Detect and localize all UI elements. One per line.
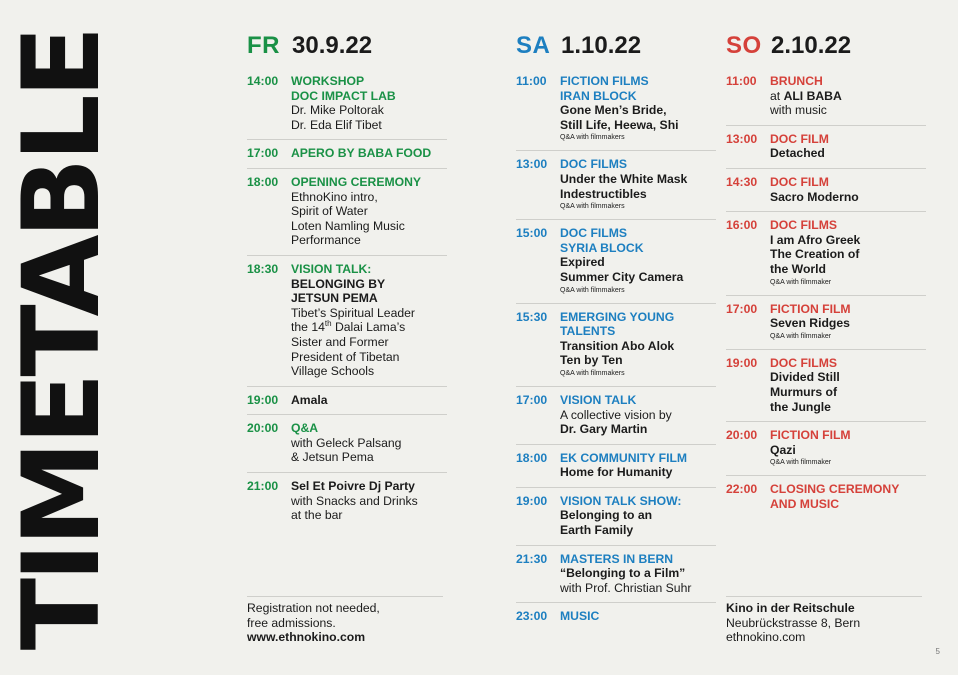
event-list <box>726 72 926 518</box>
event-highlight: Sel Et Poivre Dj Party <box>291 479 415 494</box>
event-description: Dr. Mike Poltorak <box>291 103 384 118</box>
event-details <box>291 74 447 132</box>
event-item <box>516 602 716 631</box>
event-highlight: Murmurs of <box>770 384 838 399</box>
event-description: the 14th Dalai Lama’s <box>291 319 406 335</box>
event-item <box>726 211 926 294</box>
event-item <box>516 545 716 603</box>
event-title: WORKSHOP <box>291 74 365 88</box>
event-time: 18:30 <box>247 261 279 276</box>
event-details <box>770 132 926 161</box>
event-note: Q&A with filmmakers <box>560 286 625 294</box>
event-description: with music <box>770 103 827 118</box>
event-highlight: Home for Humanity <box>560 465 673 480</box>
event-item <box>247 139 447 168</box>
event-description: Dr. Eda Elif Tibet <box>291 117 382 132</box>
day-date: 1.10.22 <box>561 32 642 59</box>
event-details <box>560 74 716 143</box>
event-time: 13:00 <box>516 157 548 172</box>
event-description: with Prof. Christian Suhr <box>560 580 692 595</box>
event-time: 15:00 <box>516 226 548 241</box>
day-date: 30.9.22 <box>292 32 373 59</box>
event-details <box>560 157 716 212</box>
event-highlight: The Creation of <box>770 247 860 262</box>
event-time: 18:00 <box>516 450 548 465</box>
event-title: TALENTS <box>560 324 616 339</box>
event-title: EMERGING YOUNG <box>560 309 675 324</box>
event-details <box>770 74 926 118</box>
event-description: with Snacks and Drinks <box>291 493 418 508</box>
event-highlight: Indestructibles <box>560 186 647 201</box>
event-title: Q&A <box>291 421 319 436</box>
day-column-sunday <box>726 32 926 518</box>
event-title: IRAN BLOCK <box>560 88 637 103</box>
event-note: Q&A with filmmaker <box>770 332 832 340</box>
event-details <box>560 226 716 295</box>
day-date: 2.10.22 <box>771 32 852 59</box>
event-highlight: Amala <box>291 392 328 407</box>
event-speaker: Dr. Gary Martin <box>560 422 648 437</box>
event-description: Performance <box>291 233 361 248</box>
event-time: 15:30 <box>516 309 548 324</box>
event-title: SYRIA BLOCK <box>560 240 644 255</box>
event-item <box>516 72 716 150</box>
event-item <box>247 414 447 472</box>
event-details <box>560 609 716 624</box>
event-title: MASTERS IN BERN <box>560 551 674 566</box>
event-title: VISION TALK SHOW: <box>560 493 682 508</box>
event-title: DOC FILMS <box>770 218 838 233</box>
event-highlight: the World <box>770 261 826 276</box>
event-time: 20:00 <box>726 428 758 443</box>
day-abbr: SA <box>516 32 551 59</box>
event-highlight: Under the White Mask <box>560 171 688 186</box>
venue-address: Neubrückstrasse 8, Bern <box>726 615 861 630</box>
event-details <box>291 175 447 248</box>
event-item <box>247 168 447 255</box>
event-title: DOC FILMS <box>560 157 628 172</box>
event-venue-line <box>770 89 926 104</box>
event-details <box>770 218 926 287</box>
event-description: President of Tibetan <box>291 349 400 364</box>
event-details <box>770 428 926 468</box>
event-details <box>770 175 926 204</box>
event-title: MUSIC <box>560 609 600 624</box>
event-description: Tibet’s Spiritual Leader <box>291 305 415 320</box>
event-title: FICTION FILM <box>770 428 851 443</box>
event-item <box>247 72 447 139</box>
registration-note <box>247 596 443 645</box>
event-description: Sister and Former <box>291 334 389 349</box>
event-note: Q&A with filmmakers <box>560 203 625 211</box>
event-time: 14:30 <box>726 174 758 189</box>
event-highlight: Sacro Moderno <box>770 189 859 204</box>
event-time: 22:00 <box>726 482 758 497</box>
venue-info <box>726 596 922 645</box>
event-time: 21:00 <box>247 479 279 494</box>
event-item <box>726 349 926 421</box>
event-highlight: Gone Men’s Bride, <box>560 103 667 118</box>
event-description: Village Schools <box>291 364 375 379</box>
event-time: 17:00 <box>516 392 548 407</box>
event-time: 21:30 <box>516 551 548 566</box>
venue-name: Kino in der Reitschule <box>726 601 855 615</box>
event-note: Q&A with filmmaker <box>770 278 832 286</box>
event-time: 19:00 <box>516 493 548 508</box>
event-item <box>247 255 447 386</box>
ordinal-suffix: th <box>324 319 332 329</box>
event-highlight: JETSUN PEMA <box>291 291 378 306</box>
event-item <box>516 487 716 545</box>
day-abbr: FR <box>247 32 280 59</box>
event-description: with Geleck Palsang <box>291 435 402 450</box>
event-highlight: I am Afro Greek <box>770 232 861 247</box>
event-item <box>726 421 926 475</box>
event-highlight: “Belonging to a Film” <box>560 566 686 581</box>
event-title: DOC FILMS <box>770 355 838 370</box>
day-header-friday <box>247 32 447 62</box>
website-link[interactable]: www.ethnokino.com <box>247 630 366 645</box>
event-item <box>726 475 926 518</box>
event-list <box>516 72 716 631</box>
event-details <box>770 302 926 342</box>
event-item <box>247 472 447 530</box>
event-title: DOC FILMS <box>560 226 628 241</box>
venue-website[interactable]: ethnokino.com <box>726 630 806 645</box>
event-highlight: Divided Still <box>770 370 840 385</box>
event-title: VISION TALK <box>560 392 637 407</box>
event-details <box>770 356 926 414</box>
event-item <box>516 386 716 444</box>
event-description: Loten Namling Music <box>291 218 405 233</box>
event-item <box>516 150 716 219</box>
event-time: 16:00 <box>726 218 758 233</box>
event-time: 14:00 <box>247 74 279 88</box>
event-time: 18:00 <box>247 174 279 189</box>
event-highlight: Detached <box>770 146 825 161</box>
event-details <box>291 146 447 161</box>
event-details <box>560 393 716 437</box>
event-highlight: Seven Ridges <box>770 316 850 331</box>
event-title: VISION TALK: <box>291 261 372 276</box>
event-details <box>560 552 716 596</box>
event-venue-name: ALI BABA <box>783 88 842 103</box>
event-item <box>516 303 716 386</box>
event-title: EK COMMUNITY FILM <box>560 450 688 465</box>
event-time: 11:00 <box>516 74 547 88</box>
event-details <box>291 393 447 408</box>
event-details <box>291 479 447 523</box>
event-item <box>726 295 926 349</box>
event-time: 17:00 <box>726 301 758 316</box>
event-title: FICTION FILM <box>770 301 851 316</box>
event-details <box>560 494 716 538</box>
admission-line: free admissions. <box>247 615 336 630</box>
event-title: DOC FILM <box>770 131 829 146</box>
timetable-title-text: TIMETABLE <box>0 29 123 651</box>
event-highlight: Ten by Ten <box>560 353 623 368</box>
day-column-friday <box>247 32 447 530</box>
event-time: 17:00 <box>247 146 279 161</box>
event-title: DOC FILM <box>770 174 829 189</box>
event-time: 11:00 <box>726 74 757 88</box>
event-item <box>726 72 926 125</box>
event-highlight: Transition Abo Alok <box>560 338 675 353</box>
event-description: EthnoKino intro, <box>291 189 378 204</box>
event-title: APERO BY BABA FOOD <box>291 146 432 161</box>
event-note: Q&A with filmmaker <box>770 459 832 467</box>
day-column-saturday <box>516 32 716 631</box>
event-highlight: Expired <box>560 255 605 270</box>
day-abbr: SO <box>726 32 762 59</box>
event-title: OPENING CEREMONY <box>291 174 422 189</box>
event-details <box>560 451 716 480</box>
event-time: 20:00 <box>247 421 279 436</box>
event-note: Q&A with filmmakers <box>560 369 625 377</box>
event-details <box>291 262 447 379</box>
event-item <box>726 125 926 168</box>
event-item <box>726 168 926 211</box>
event-title: AND MUSIC <box>770 496 840 511</box>
event-highlight: BELONGING BY <box>291 276 386 291</box>
timetable-title <box>0 20 123 660</box>
event-highlight: the Jungle <box>770 399 831 414</box>
event-description: at the bar <box>291 508 343 523</box>
event-time: 13:00 <box>726 131 758 146</box>
day-header-saturday <box>516 32 716 62</box>
event-title: FICTION FILMS <box>560 74 649 88</box>
event-highlight: Belonging to an <box>560 508 653 523</box>
event-highlight: Earth Family <box>560 523 634 538</box>
event-venue-prefix: at <box>770 88 784 103</box>
event-highlight: Summer City Camera <box>560 269 684 284</box>
event-description: A collective vision by <box>560 407 672 422</box>
event-note: Q&A with filmmakers <box>560 134 625 142</box>
event-title: BRUNCH <box>770 74 823 88</box>
event-time: 19:00 <box>247 392 279 407</box>
event-title: DOC IMPACT LAB <box>291 88 396 103</box>
event-description: & Jetsun Pema <box>291 450 374 465</box>
event-list <box>247 72 447 530</box>
registration-line: Registration not needed, <box>247 601 380 615</box>
event-details <box>770 482 926 511</box>
event-details <box>291 421 447 465</box>
event-title: CLOSING CEREMONY <box>770 482 900 497</box>
event-details <box>560 310 716 379</box>
event-time: 23:00 <box>516 609 548 624</box>
event-item <box>247 386 447 415</box>
event-highlight: Still Life, Heewa, Shi <box>560 117 679 132</box>
event-highlight: Qazi <box>770 442 796 457</box>
event-item <box>516 444 716 487</box>
page-number: 5 <box>935 647 940 656</box>
event-description: Spirit of Water <box>291 204 368 219</box>
event-time: 19:00 <box>726 355 758 370</box>
event-item <box>516 219 716 302</box>
day-header-sunday <box>726 32 926 62</box>
